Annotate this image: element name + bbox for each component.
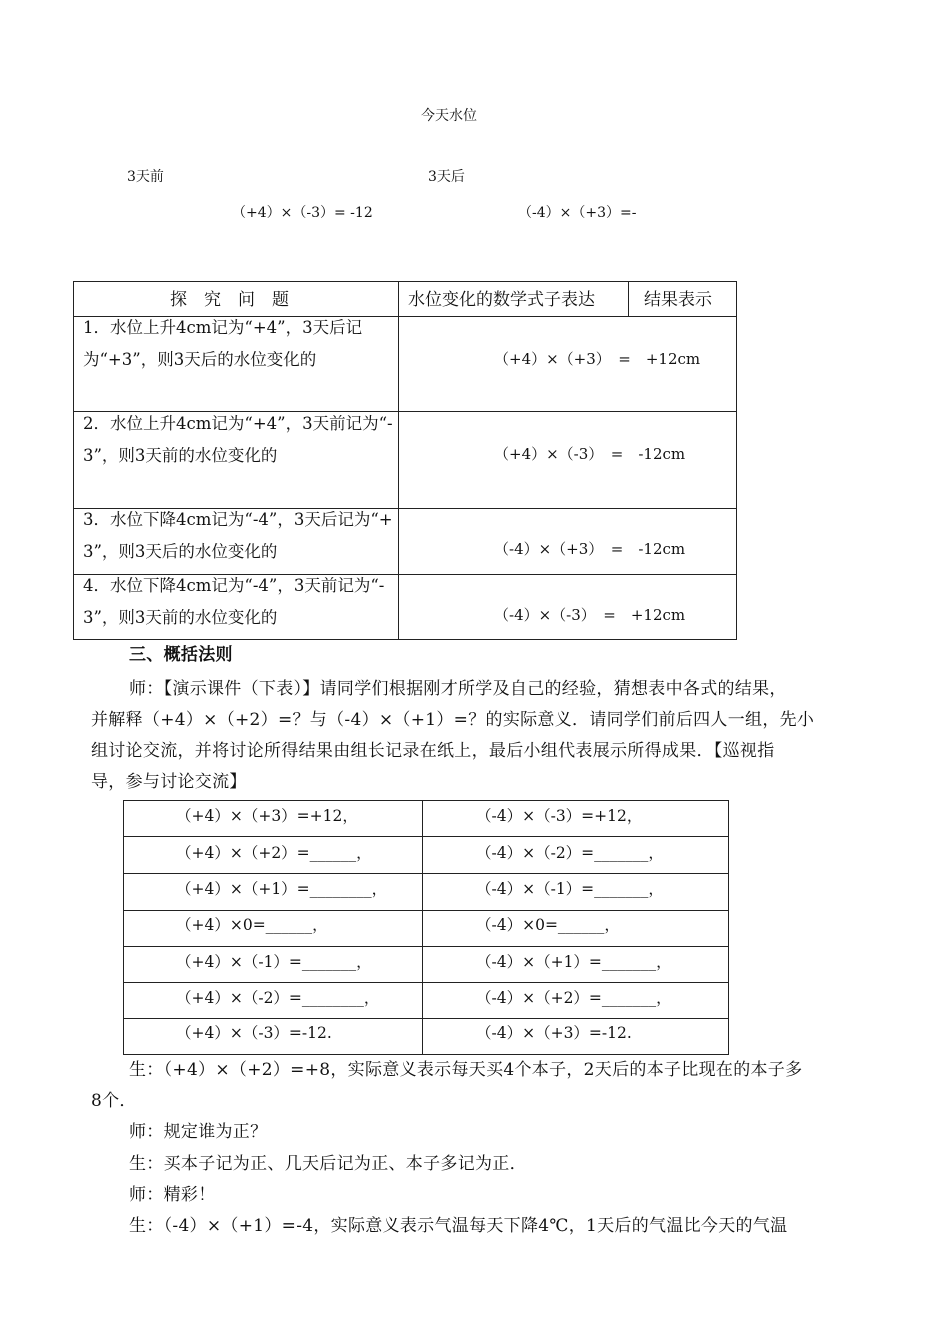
paragraph-line: 组讨论交流，并将讨论所得结果由组长记录在纸上，最后小组代表展示所得成果．【巡视指 [91, 741, 775, 761]
table-cell: （+4）×（-3）=-12. [176, 1024, 332, 1042]
diagram-title: 今天水位 [421, 108, 477, 124]
table-row-question: 4．水位下降4cm记为“-4”，3天前记为“-3”，则3天前的水位变化的 [83, 576, 385, 627]
table-cell: （-4）×（-3）=+12， [476, 807, 643, 825]
dialogue-line: 师：规定谁为正？ [129, 1122, 268, 1142]
dialogue-line: 师：精彩！ [129, 1185, 216, 1205]
table-cell: （-4）×0=______， [476, 916, 620, 934]
table-row-formula: （-4）×（+3） = -12cm [494, 540, 686, 558]
header-expression: 水位变化的数学式子表达 [408, 290, 595, 310]
table-cell: （-4）×（-2）=_______， [476, 844, 664, 862]
table-cell: （+4）×（+2）=______， [176, 844, 372, 862]
paragraph-line: 师：【演示课件（下表）】请同学们根据刚才所学及自己的经验，猜想表中各式的结果， [129, 679, 787, 699]
table-row-formula: （+4）×（-3） = -12cm [494, 445, 686, 463]
multiplication-table [123, 800, 729, 1055]
table-row-question: 2．水位上升4cm记为“+4”，3天前记为“-3”，则3天前的水位变化的 [83, 414, 393, 465]
table-cell: （-4）×（+3）=-12. [476, 1024, 632, 1042]
table-cell: （+4）×（+1）=________， [176, 880, 388, 898]
table-cell: （-4）×（+1）=_______， [476, 953, 672, 971]
diagram-left-formula: （+4）×（-3）= -12 [232, 205, 373, 221]
dialogue-line: 生：买本子记为正、几天后记为正、本子多记为正． [129, 1154, 527, 1174]
dialogue-line: 8个． [91, 1091, 137, 1111]
diagram-right-label: 3天后 [428, 169, 465, 185]
table-row-formula: （-4）×（-3） = +12cm [494, 606, 686, 624]
diagram-right-formula: （-4）×（+3）=- [518, 205, 637, 221]
table-row-question: 1．水位上升4cm记为“+4”，3天后记为“+3”，则3天后的水位变化的 [83, 318, 363, 369]
table-cell: （-4）×（-1）=_______， [476, 880, 664, 898]
dialogue-line: 生：（-4）×（+1）=-4，实际意义表示气温每天下降4℃，1天后的气温比今天的气温 [129, 1216, 788, 1236]
table-cell: （+4）×（-2）=________， [176, 989, 380, 1007]
table-cell: （-4）×（+2）=_______， [476, 989, 672, 1007]
table-cell: （+4）×0=______， [176, 916, 328, 934]
section-heading: 三、概括法则 [129, 645, 233, 665]
diagram-left-label: 3天前 [127, 169, 164, 185]
table-row-question: 3．水位下降4cm记为“-4”，3天后记为“+3”，则3天后的水位变化的 [83, 510, 393, 561]
header-question: 探 究 问 题 [170, 290, 289, 310]
inquiry-table [73, 281, 737, 640]
table-cell: （+4）×（+3）=+12， [176, 807, 358, 825]
table-cell: （+4）×（-1）=_______， [176, 953, 372, 971]
paragraph-line: 并解释（+4）×（+2）=？与（-4）×（+1）=？的实际意义．请同学们前后四人一组，先小 [91, 710, 815, 730]
paragraph-line: 导，参与讨论交流】 [91, 772, 247, 792]
header-result: 结果表示 [644, 290, 712, 310]
dialogue-line: 生：（+4）×（+2）=+8，实际意义表示每天买4个本子，2天后的本子比现在的本子多 [129, 1060, 803, 1080]
table-row-formula: （+4）×（+3） = +12cm [494, 350, 701, 368]
